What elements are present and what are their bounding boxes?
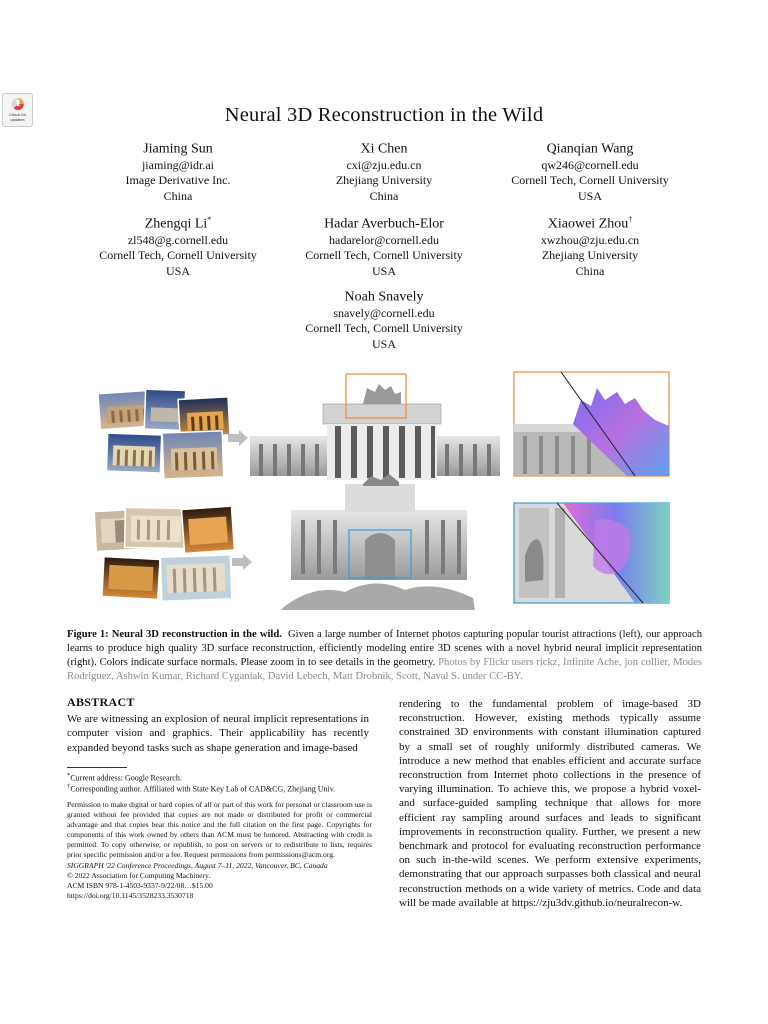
- author-name: Jiaming Sun: [143, 141, 213, 157]
- author-affiliation: Zhejiang University: [541, 248, 639, 263]
- author-email: hadarelor@cornell.edu: [329, 232, 439, 247]
- doi-link[interactable]: https://doi.org/10.1145/3528233.3530718: [67, 890, 194, 900]
- author-email: zl548@g.cornell.edu: [127, 232, 229, 247]
- brandenburg-reconstruction: [250, 374, 500, 480]
- footnote-divider: [67, 767, 127, 768]
- author-country: USA: [371, 336, 396, 351]
- author-email: jiaming@idr.ai: [141, 157, 215, 172]
- copyright-line: © 2022 Association for Computing Machinery.: [67, 870, 211, 880]
- permission-notice: [67, 800, 372, 901]
- author-country: China: [369, 188, 399, 203]
- arrow-icon: [232, 554, 252, 570]
- author-email: snavely@cornell.edu: [333, 305, 435, 320]
- figure-caption: [67, 628, 702, 684]
- author-affiliation: Zhejiang University: [335, 173, 433, 188]
- trevi-reconstruction: [281, 474, 475, 610]
- caption-label: Figure 1: Neural 3D reconstruction in the wild.: [67, 629, 282, 640]
- author-name: Xi Chen: [360, 141, 408, 157]
- photo-credit: Photos by Flickr users rickz, Infinite Ache, jon collier, Modes Rodriguez, Ashwin Kumar, Richard Cyganiak, David Lebech, Matt Drobnik, Scott, Naval S. under CC-BY.: [67, 657, 702, 682]
- footnote-corresponding-author: †Corresponding author. Affiliated with State Key Lab of CAD&CG, Zhejiang Univ.: [67, 783, 336, 794]
- author-email: xwzhou@zju.edu.cn: [540, 232, 640, 247]
- caption-text: Given a large number of Internet photos capturing popular tourist attractions (left), our approach learns to produce high quality 3D surface reconstruction, efficiently modeling entire 3D scenes with a novel hybrid neural implicit representation (right). Colors indicate surface normals. Please zoom in to see details in the geometry.: [67, 629, 702, 668]
- arrow-icon: [228, 430, 248, 446]
- author-name: Qianqian Wang: [546, 141, 634, 157]
- conference-info: SIGGRAPH '22 Conference Proceedings, August 7–11, 2022, Vancouver, BC, Canada: [67, 860, 328, 870]
- author-name: Zhengqi Li*: [144, 215, 212, 232]
- author-country: China: [163, 188, 193, 203]
- author-name: Hadar Averbuch-Elor: [324, 216, 444, 232]
- author-email: qw246@cornell.edu: [541, 157, 639, 172]
- footnote-current-address: *Current address: Google Research.: [67, 772, 182, 783]
- author-affiliation: Cornell Tech, Cornell University: [305, 321, 463, 336]
- teaser-figure: [95, 370, 673, 610]
- trevi-normal-detail: [514, 503, 669, 603]
- author-affiliation: Image Derivative Inc.: [125, 173, 231, 188]
- abstract-heading: ABSTRACT: [67, 695, 135, 709]
- photo-collage-trevi: [95, 506, 234, 601]
- author-country: USA: [577, 188, 602, 203]
- author-country: China: [575, 263, 605, 278]
- author-country: USA: [165, 263, 190, 278]
- brandenburg-normal-detail: [514, 372, 669, 476]
- paper-title: Neural 3D Reconstruction in the Wild: [224, 104, 544, 126]
- badge-label: Check for updates: [8, 112, 27, 122]
- photo-collage-brandenburg: [98, 389, 230, 479]
- author-affiliation: Cornell Tech, Cornell University: [511, 173, 669, 188]
- author-affiliation: Cornell Tech, Cornell University: [99, 248, 257, 263]
- author-affiliation: Cornell Tech, Cornell University: [305, 248, 463, 263]
- author-email: cxi@zju.edu.cn: [346, 157, 422, 172]
- author-block: [254, 284, 514, 352]
- author-block: [460, 211, 720, 279]
- author-block: [460, 136, 720, 204]
- author-name: Xiaowei Zhou†: [547, 215, 633, 232]
- permission-text: Permission to make digital or hard copies of all or part of this work for personal or classroom use is granted without fee provided that copies are not made or distributed for profit or commercial advantage and that copies bear this notice and the full citation on the first page. Copyrights for components of this work owned by others than ACM must be honored. Abstracting with credit is permitted. To copy otherwise, or republish, to post on servers or to redistribute to lists, requires prior specific permission and/or a fee. Request permissions from permissions@acm.org.: [67, 800, 372, 860]
- author-country: USA: [371, 263, 396, 278]
- isbn-line: ACM ISBN 978-1-4503-9337-9/22/08…$15.00: [67, 880, 213, 890]
- abstract-text-left: We are witnessing an explosion of neural implicit representations in computer vision and graphics. Their applicability has recently expanded beyond tasks such as shape generation and image-based: [67, 713, 369, 754]
- abstract-text-right: rendering to the fundamental problem of image-based 3D reconstruction. However, existing methods typically assume constrained 3D environments with constant illumination captured by a small set of roughly uniformly distributed cameras. We introduce a new method that enables efficient and accurate surface reconstruction from Internet photo collections in the presence of varying illumination. To achieve this, we propose a hybrid voxel- and surface-guided sampling technique that allows for more efficient ray sampling around surfaces and leads to significant improvements in reconstruction quality. Further, we present a new benchmark and protocol for evaluating reconstruction performance on such in-the-wild scenes. We perform extensive experiments, demonstrating that our approach surpasses both classical and neural reconstruction methods on a wide variety of metrics. Code and data will be made available at https://zju3dv.github.io/neuralrecon-w.: [399, 698, 701, 909]
- author-name: Noah Snavely: [344, 289, 424, 305]
